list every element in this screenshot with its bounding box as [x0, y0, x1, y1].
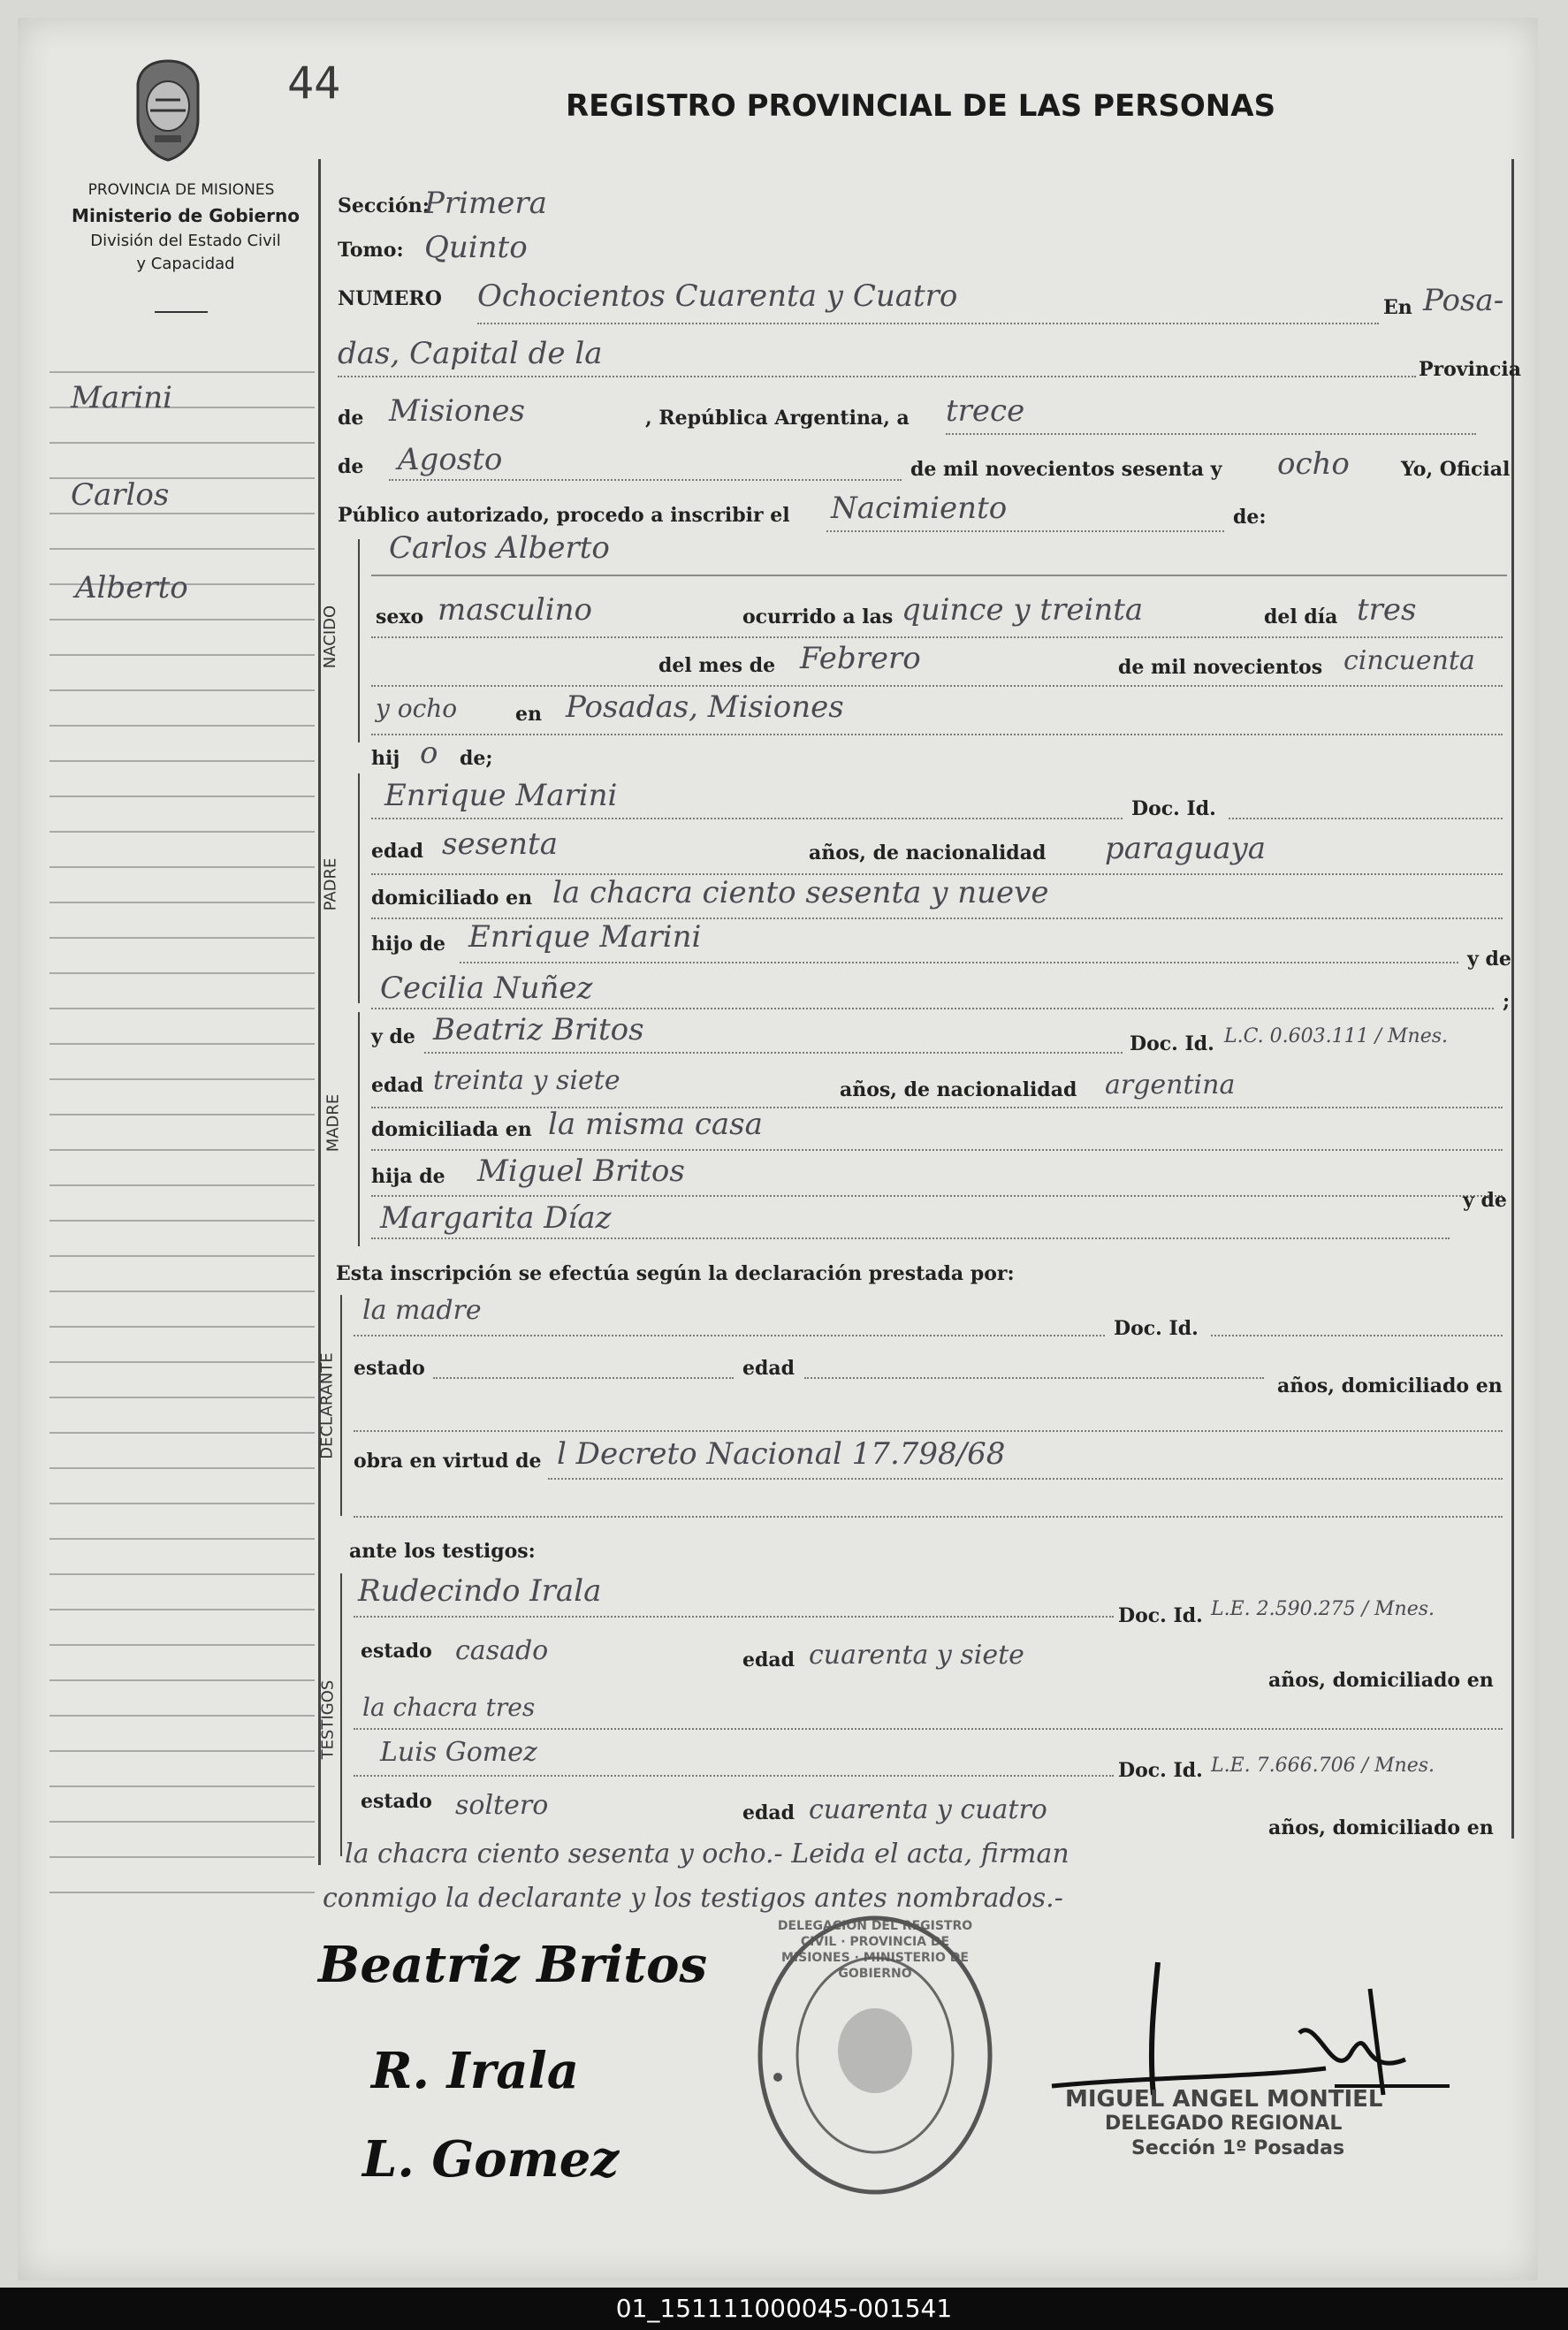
- del-dia-label: del día: [1264, 605, 1338, 628]
- testigo2-dom-value: la chacra ciento sesenta y ocho.- Leida el acta, firman: [345, 1839, 1069, 1869]
- dia-nac-value: tres: [1357, 592, 1417, 628]
- declarante-anos-label: años, domiciliado en: [1277, 1374, 1503, 1397]
- hijo-suffix: o: [420, 735, 438, 771]
- padre-dom-label: domiciliado en: [371, 887, 533, 910]
- signature-madre: Beatriz Britos: [318, 1936, 708, 1994]
- lugar-value: Posadas, Misiones: [566, 689, 844, 725]
- madre-y-de-label: y de: [371, 1025, 415, 1048]
- padre-hijo-de-value: Enrique Marini: [468, 919, 702, 955]
- obra-value: l Decreto Nacional 17.798/68: [557, 1436, 1006, 1472]
- declarante-nombre-value: la madre: [362, 1295, 482, 1326]
- section-bracket-madre: [358, 1012, 360, 1246]
- padre-nac-value: paraguaya: [1105, 831, 1266, 866]
- de-colon-label: de:: [1233, 506, 1267, 529]
- madre-edad-label: edad: [371, 1074, 424, 1097]
- provincia-value: Misiones: [389, 393, 525, 429]
- mes-value: Agosto: [398, 442, 503, 477]
- mes-nac-value: Febrero: [800, 641, 921, 676]
- anio-nac-value-1: cincuenta: [1343, 645, 1475, 676]
- madre-dom-label: domiciliada en: [371, 1118, 532, 1141]
- declarante-doc-label: Doc. Id.: [1114, 1317, 1199, 1340]
- tomo-label: Tomo:: [338, 239, 404, 262]
- yo-oficial-label: Yo, Oficial: [1401, 458, 1511, 481]
- testigo1-doc-value: L.E. 2.590.275 / Mnes.: [1211, 1598, 1435, 1620]
- madre-y-de-value: Margarita Díaz: [380, 1200, 612, 1236]
- header-divider: [155, 311, 208, 313]
- margin-surname: Marini: [71, 380, 172, 415]
- testigo1-dom-value: la chacra tres: [362, 1693, 536, 1722]
- right-border: [1511, 159, 1514, 1839]
- official-title: DELEGADO REGIONAL: [1105, 2113, 1343, 2135]
- official-section: Sección 1º Posadas: [1131, 2137, 1345, 2159]
- testigo1-edad-value: cuarenta y siete: [809, 1640, 1024, 1671]
- acto-value: Nacimiento: [831, 491, 1008, 526]
- de-label: de: [338, 407, 364, 430]
- testigo2-doc-value: L.E. 7.666.706 / Mnes.: [1211, 1755, 1435, 1777]
- side-label-declarante: DECLARANTE: [317, 1352, 337, 1459]
- margin-name-1: Carlos: [71, 477, 170, 513]
- division-label-2: y Capacidad: [136, 255, 235, 273]
- de-semicolon-label: de;: [460, 747, 493, 770]
- madre-doc-label: Doc. Id.: [1130, 1032, 1214, 1055]
- padre-edad-label: edad: [371, 840, 424, 863]
- de-mil-label: de mil novecientos sesenta y: [910, 458, 1222, 481]
- publico-label: Público autorizado, procedo a inscribir el: [338, 504, 790, 527]
- dia-value: trece: [946, 393, 1025, 429]
- testigo2-estado-value: soltero: [455, 1790, 549, 1821]
- testigo2-nombre-value: Luis Gomez: [380, 1737, 537, 1768]
- testigo2-cierre-value: conmigo la declarante y los testigos antes nombrados.-: [323, 1883, 1063, 1914]
- de-label-2: de: [338, 455, 364, 478]
- side-label-testigos: TESTIGOS: [318, 1679, 338, 1760]
- en-value-1: Posa-: [1423, 283, 1504, 318]
- coat-of-arms-icon: [124, 57, 212, 164]
- del-mes-label: del mes de: [658, 654, 776, 677]
- madre-edad-value: treinta y siete: [433, 1065, 620, 1096]
- tomo-value: Quinto: [424, 230, 528, 265]
- testigos-label: ante los testigos:: [349, 1540, 536, 1563]
- madre-hija-de-label: hija de: [371, 1165, 445, 1188]
- declarante-edad-label: edad: [742, 1357, 795, 1380]
- padre-hijo-de-label: hijo de: [371, 933, 446, 956]
- official-signature-icon: [1034, 1953, 1458, 2104]
- numero-value: Ochocientos Cuarenta y Cuatro: [477, 278, 958, 314]
- padre-doc-label: Doc. Id.: [1131, 797, 1216, 820]
- testigo1-estado-label: estado: [361, 1640, 432, 1663]
- republica-label: , República Argentina, a: [645, 407, 910, 430]
- madre-nac-label: años, de nacionalidad: [840, 1078, 1077, 1101]
- division-label: División del Estado Civil: [90, 232, 281, 250]
- numero-label: NUMERO: [338, 287, 442, 310]
- declarante-estado-label: estado: [354, 1357, 425, 1380]
- side-label-nacido: NACIDO: [321, 605, 340, 669]
- signature-testigo-2: L. Gomez: [362, 2130, 620, 2189]
- signature-testigo-1: R. Irala: [371, 2042, 580, 2100]
- padre-nombre-value: Enrique Marini: [384, 778, 618, 813]
- de-mil-2-label: de mil novecientos: [1118, 656, 1323, 679]
- sexo-label: sexo: [376, 605, 424, 628]
- anio-nac-value-2: y ocho: [376, 694, 458, 723]
- en-label: En: [1383, 296, 1412, 319]
- hijo-label: hij: [371, 747, 400, 770]
- testigo1-doc-label: Doc. Id.: [1118, 1604, 1203, 1627]
- padre-edad-value: sesenta: [442, 826, 558, 862]
- madre-nombre-value: Beatriz Britos: [433, 1012, 644, 1047]
- obra-label: obra en virtud de: [354, 1450, 542, 1473]
- testigo1-nombre-value: Rudecindo Irala: [358, 1573, 602, 1609]
- left-border: [318, 159, 321, 1865]
- ocurrido-label: ocurrido a las: [742, 605, 894, 628]
- madre-nac-value: argentina: [1105, 1070, 1236, 1100]
- seccion-value: Primera: [424, 186, 547, 221]
- testigo2-estado-label: estado: [361, 1790, 432, 1813]
- section-bracket-nacido: [358, 539, 360, 742]
- side-label-padre: PADRE: [321, 857, 340, 911]
- testigo2-anos-label: años, domiciliado en: [1268, 1816, 1494, 1839]
- testigo1-anos-label: años, domiciliado en: [1268, 1669, 1494, 1692]
- madre-doc-value: L.C. 0.603.111 / Mnes.: [1224, 1025, 1448, 1047]
- provincia-label: Provincia: [1419, 358, 1521, 381]
- side-label-madre: MADRE: [323, 1093, 343, 1153]
- inscripcion-label: Esta inscripción se efectúa según la declaración prestada por:: [336, 1262, 1015, 1285]
- padre-dom-value: la chacra ciento sesenta y nueve: [552, 875, 1049, 910]
- province-label: PROVINCIA DE MISIONES: [88, 181, 275, 199]
- margin-name-2: Alberto: [75, 570, 188, 605]
- madre-dom-value: la misma casa: [548, 1107, 763, 1142]
- section-bracket-testigos: [340, 1573, 342, 1856]
- seccion-label: Sección:: [338, 194, 430, 217]
- scan-id-footer: 01_151111000045-001541: [0, 2288, 1568, 2330]
- hora-value: quince y treinta: [902, 592, 1144, 628]
- padre-y-de-label: y de: [1467, 948, 1511, 971]
- padre-nac-label: años, de nacionalidad: [809, 841, 1047, 864]
- testigo2-doc-label: Doc. Id.: [1118, 1759, 1203, 1782]
- padre-y-de-value: Cecilia Nuñez: [380, 971, 593, 1006]
- en-2-label: en: [515, 703, 542, 726]
- testigo1-estado-value: casado: [455, 1635, 549, 1666]
- section-bracket-declarante: [340, 1295, 342, 1516]
- en-value-2: das, Capital de la: [338, 336, 603, 371]
- madre-hija-de-value: Miguel Britos: [477, 1154, 685, 1189]
- anio-value: ocho: [1277, 446, 1350, 482]
- padre-semicolon: ;: [1503, 990, 1511, 1013]
- sexo-value: masculino: [438, 592, 593, 628]
- page-title: REGISTRO PROVINCIAL DE LAS PERSONAS: [566, 88, 1276, 124]
- testigo2-edad-value: cuarenta y cuatro: [809, 1794, 1047, 1825]
- testigo2-edad-label: edad: [742, 1801, 795, 1824]
- page-number: 44: [287, 57, 341, 109]
- madre-y-de-label: y de: [1463, 1189, 1507, 1212]
- official-name: MIGUEL ANGEL MONTIEL: [1065, 2086, 1383, 2113]
- testigo1-edad-label: edad: [742, 1649, 795, 1671]
- nombre-value: Carlos Alberto: [389, 530, 610, 566]
- document-sheet: [18, 18, 1538, 2281]
- seal-text: DELEGACION DEL REGISTRO CIVIL · PROVINCIA DE MISIONES · MINISTERIO DE GOBIERNO: [777, 1919, 973, 1981]
- section-bracket-padre: [358, 773, 360, 1003]
- ministry-label: Ministerio de Gobierno: [72, 205, 300, 226]
